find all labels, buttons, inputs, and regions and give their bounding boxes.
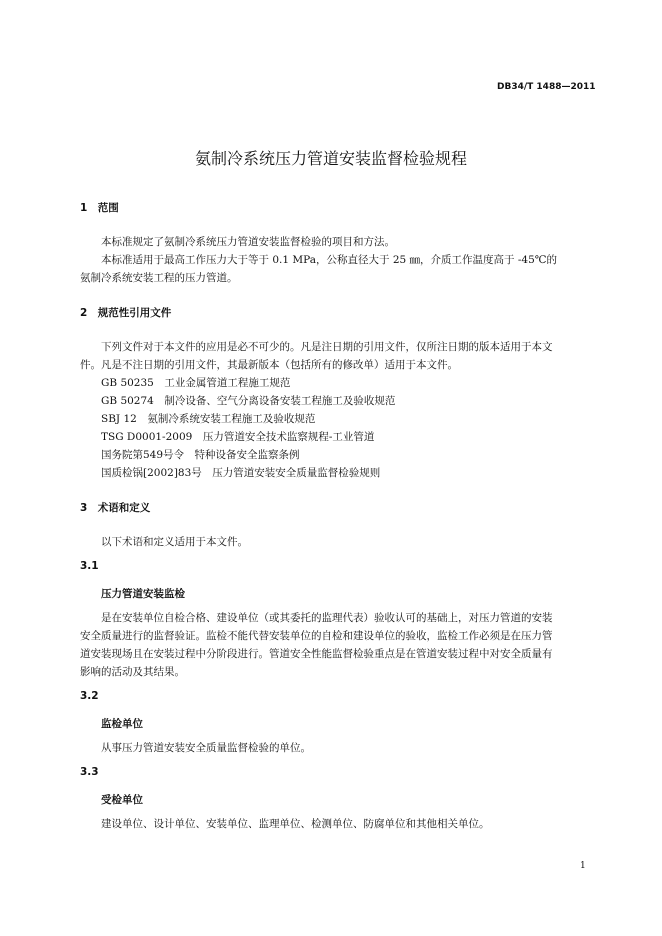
paragraph-line: 从事压力管道安装安全质量监督检验的单位。	[101, 742, 311, 754]
paragraph-line: 以下术语和定义适用于本文件。	[101, 536, 248, 548]
document-title: 氨制冷系统压力管道安装监督检验规程	[194, 149, 467, 168]
standard-code: DB34/T 1488—2011	[497, 82, 596, 92]
paragraph-line: 下列文件对于本文件的应用是必不可少的。凡是注日期的引用文件，仅所注日期的版本适用于本文	[101, 341, 553, 353]
subsection-number: 3.1	[80, 560, 99, 572]
reference-item: GB 50274 制冷设备、空气分离设备安装工程施工及验收规范	[101, 395, 396, 407]
page-number: 1	[580, 861, 586, 871]
reference-item: 国务院第549号令 特种设备安全监察条例	[101, 449, 300, 461]
reference-item: GB 50235 工业金属管道工程施工规范	[101, 377, 291, 389]
paragraph-line: 道安装现场且在安装过程中分阶段进行。管道安全性能监督检验重点是在管道安装过程中对安全质量有	[80, 648, 553, 660]
subsection-number: 3.2	[80, 690, 99, 702]
reference-item: SBJ 12 氨制冷系统安装工程施工及验收规范	[101, 413, 316, 425]
section-2-heading: 2 规范性引用文件	[80, 307, 172, 319]
section-1-heading: 1 范围	[80, 202, 119, 214]
paragraph-line: 是在安装单位自检合格、建设单位（或其委托的监理代表）验收认可的基础上，对压力管道的安装	[101, 612, 553, 624]
subsection-number: 3.3	[80, 766, 99, 778]
paragraph-line: 本标准适用于最高工作压力大于等于 0.1 MPa，公称直径大于 25 ㎜，介质工作温度高于 -45℃的	[101, 254, 558, 266]
term-heading: 受检单位	[101, 794, 143, 806]
section-3-heading: 3 术语和定义	[80, 502, 151, 514]
reference-item: TSG D0001-2009 压力管道安全技术监察规程-工业管道	[101, 431, 375, 443]
paragraph-line: 本标准规定了氨制冷系统压力管道安装监督检验的项目和方法。	[101, 236, 395, 248]
paragraph-line: 影响的活动及其结果。	[80, 666, 185, 678]
term-heading: 压力管道安装监检	[101, 588, 185, 600]
paragraph-line: 氨制冷系统安装工程的压力管道。	[80, 272, 238, 284]
paragraph-line: 建设单位、设计单位、安装单位、监理单位、检测单位、防腐单位和其他相关单位。	[101, 818, 490, 830]
reference-item: 国质检锅[2002]83号 压力管道安装安全质量监督检验规则	[101, 467, 381, 479]
paragraph-line: 安全质量进行的监督验证。监检不能代替安装单位的自检和建设单位的验收，监检工作必须是在压力管	[80, 630, 553, 642]
paragraph-line: 件。凡是不注日期的引用文件，其最新版本（包括所有的修改单）适用于本文件。	[80, 359, 458, 371]
term-heading: 监检单位	[101, 718, 143, 730]
